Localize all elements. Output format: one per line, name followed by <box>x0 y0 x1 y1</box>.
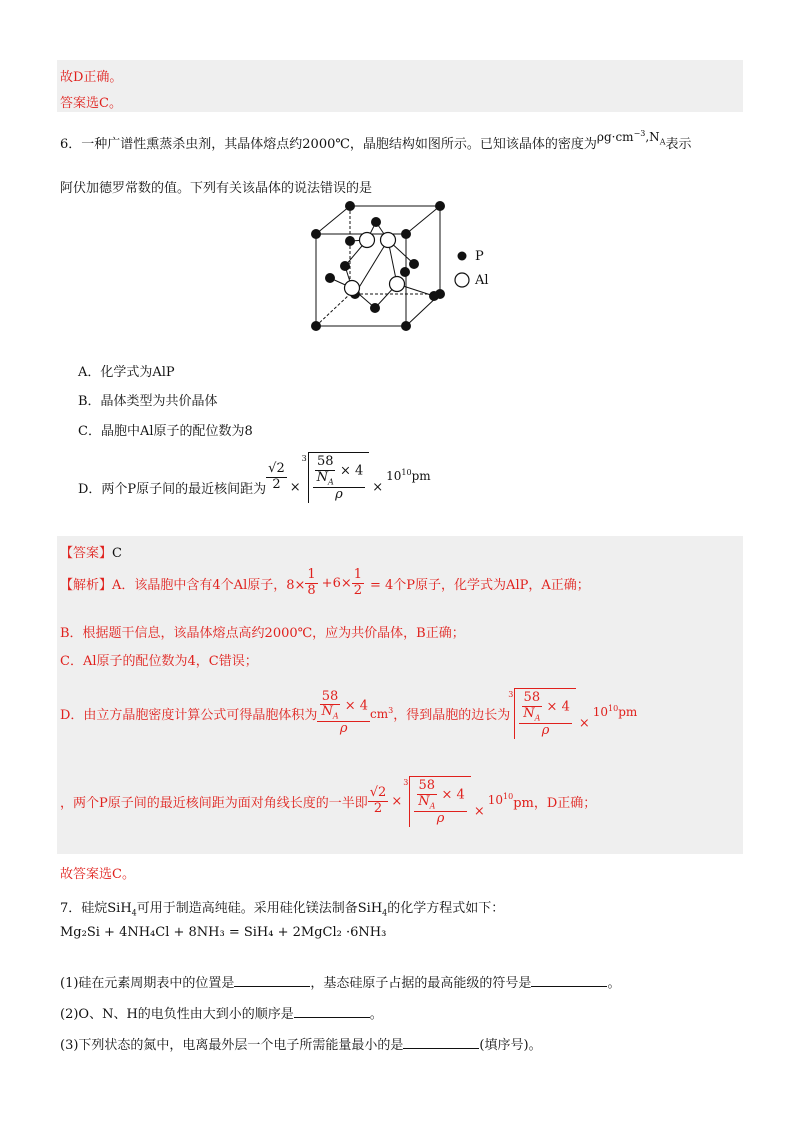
option-c: C．晶胞中Al原子的配位数为8 <box>78 424 253 439</box>
q7-equation: Mg₂Si + 4NH₄Cl + 8NH₃ = SiH₄ + 2MgCl₂ ·6NH₃ <box>60 925 387 940</box>
analysis-line-d: D．由立方晶胞密度计算公式可得晶胞体积为 $\frac{58}{N_A}$ × 4 ρ $cm^3$ ，得到晶胞的边长为 3 $\frac{58}{N_A}$ × 4 ρ × $10^{10}pm$ <box>60 688 638 738</box>
cube-root-d: 3 $\frac{58}{N_A}$ × 4 ρ <box>304 452 370 503</box>
q7-part2: (2)O、N、H的电负性由大到小的顺序是 。 <box>60 1007 383 1022</box>
density-formula: $\rho g\cdot cm^{-3},N_A$ <box>596 129 666 147</box>
q6-stem-line1: 6．一种广谱性熏蒸杀虫剂，其晶体熔点约2000℃，晶胞结构如图所示。已知该晶体的密度为$\rho g\cdot cm^{-3},N_A$表示 <box>60 129 692 152</box>
analysis-line-c: C．Al原子的配位数为4，C错误； <box>60 654 258 669</box>
option-b: B．晶体类型为共价晶体 <box>78 394 218 409</box>
analysis-line-b: B．根据题干信息，该晶体熔点高约2000℃，应为共价晶体，B正确； <box>60 626 465 641</box>
q6-stem-line2: 阿伏加德罗常数的值。下列有关该晶体的说法错误的是 <box>60 181 373 196</box>
analysis-line-a: 【解析】 A．该晶胞中含有4个Al原子，8× $\frac{1}{8}$ +6× $\frac{1}{2}$ = 4个P原子，化学式为AlP，A正确； <box>60 567 590 598</box>
legend-p-label: P <box>475 249 484 264</box>
crystal-cell-diagram <box>300 196 500 336</box>
final-answer: 故答案选C。 <box>60 867 135 882</box>
analysis-line-d2: ，两个P原子间的最近核间距为面对角线长度的一半即 $\frac{√2}{2}$ × 3 $\frac{58}{N_A}$ × 4 ρ × $10^{10}$ pm，D正确； <box>60 778 597 826</box>
top-box-line1: 故D正确。 <box>60 70 123 85</box>
sqrt2-over-2: $\frac{√2}{2}$ <box>268 460 285 492</box>
option-d: D．两个P原子间的最近核间距为 $\frac{√2}{2}$ × 3 $\frac{58}{N_A}$ × 4 ρ × $10^{10}pm$ <box>78 454 431 502</box>
answer-line: 【答案】C <box>60 546 122 561</box>
legend-al-label: Al <box>475 273 489 288</box>
option-a: A．化学式为AlP <box>78 365 175 380</box>
top-answer-box <box>57 60 743 112</box>
q7-part3: (3)下列状态的氮中，电离最外层一个电子所需能量最小的是 (填序号)。 <box>60 1038 542 1053</box>
q7-stem: 7．硅烷SiH$_4$可用于制造高纯硅。采用硅化镁法制备SiH$_4$的化学方程式如下： <box>60 901 505 918</box>
top-box-line2: 答案选C。 <box>60 96 122 111</box>
blank-4[interactable] <box>403 1036 479 1049</box>
blank-2[interactable] <box>531 974 607 987</box>
q7-part1: (1)硅在元素周期表中的位置是 ，基态硅原子占据的最高能级的符号是 。 <box>60 976 621 991</box>
blank-3[interactable] <box>294 1005 370 1018</box>
pow10-pm: $10^{10}pm$ <box>386 467 431 483</box>
blank-1[interactable] <box>234 974 310 987</box>
